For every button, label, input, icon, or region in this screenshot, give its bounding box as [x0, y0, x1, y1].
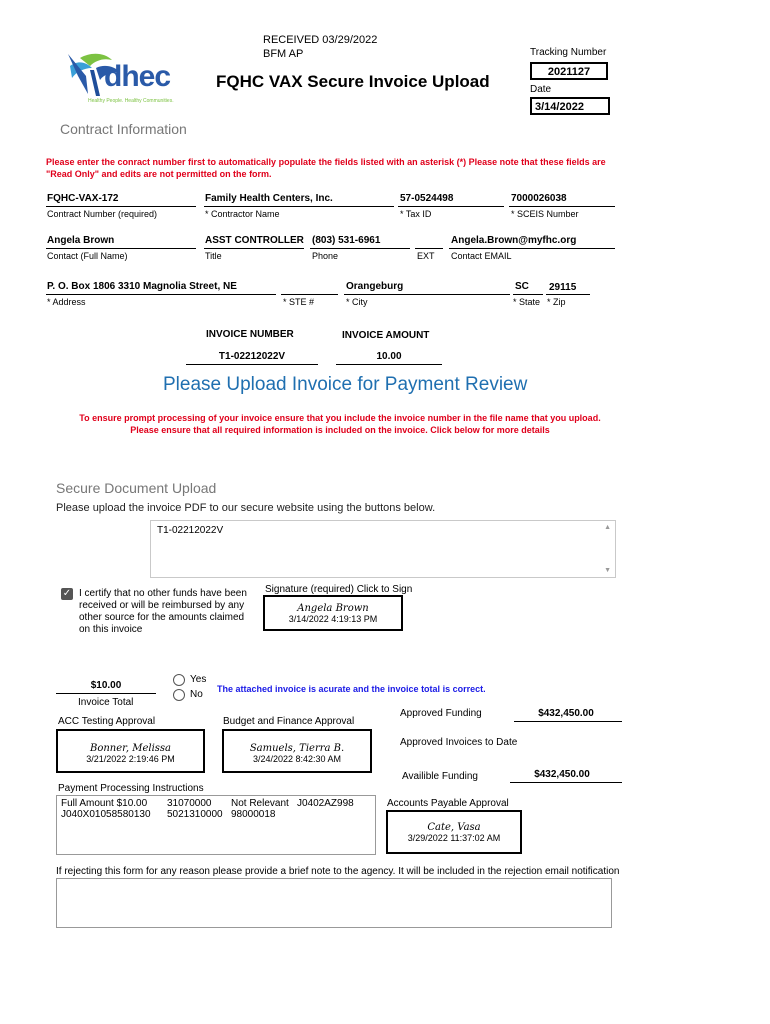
invoice-amount-value[interactable]: 10.00 — [376, 351, 402, 362]
logo-text: dhec — [104, 60, 171, 93]
contract-instructions: Please enter the conract number first to automatically populate the fields listed with an asterisk (*) Please note that these fields are "Read Only" and edits are not permitted on the form. — [46, 157, 606, 179]
budget-approval-label: Budget and Finance Approval — [223, 716, 355, 727]
scroll-down-icon[interactable]: ▼ — [604, 567, 611, 574]
contract-section-title: Contract Information — [60, 121, 187, 137]
stamp-line-1: RECEIVED 03/29/2022 — [263, 34, 378, 46]
uploaded-files-box[interactable] — [150, 520, 616, 578]
payment-r2-c2: 5021310000 — [167, 809, 223, 820]
signature-label: Signature (required) Click to Sign — [265, 584, 413, 595]
contractor-name-value: Family Health Centers, Inc. — [205, 193, 333, 204]
budget-approval-name: Samuels, Tierra B. — [249, 743, 345, 754]
logo-tagline: Healthy People. Healthy Communities. — [88, 98, 174, 104]
yes-radio[interactable] — [173, 674, 185, 686]
title-label: Title — [205, 251, 222, 261]
upload-note — [40, 412, 640, 436]
secure-upload-title: Secure Document Upload — [56, 480, 217, 496]
payment-r1-c3: Not Relevant — [231, 798, 289, 809]
sceis-number-value: 7000026038 — [511, 193, 567, 204]
invoice-total-value[interactable]: $10.00 — [90, 680, 122, 691]
date-field: 3/14/2022 — [530, 97, 610, 115]
budget-approval-box[interactable] — [222, 729, 372, 773]
upload-note-line-2: Please ensure that all required information is included on the invoice. Click below for more details — [130, 425, 550, 435]
payment-r1-c4: J0402AZ998 — [297, 798, 354, 809]
invoice-number-label: INVOICE NUMBER — [206, 329, 294, 340]
date-label: Date — [530, 84, 552, 95]
phone-label: Phone — [312, 251, 339, 261]
reject-note-field[interactable] — [56, 878, 612, 928]
ap-approval-label: Accounts Payable Approval — [387, 798, 509, 809]
contractor-name-label: * Contractor Name — [205, 209, 280, 219]
contact-name-label: Contact (Full Name) — [47, 251, 128, 261]
payment-instructions-field[interactable] — [56, 795, 376, 855]
payment-r2-c3: 98000018 — [231, 809, 276, 820]
zip-value: 29115 — [549, 282, 577, 293]
title-value[interactable]: ASST CONTROLLER — [205, 235, 304, 246]
contact-name-value[interactable]: Angela Brown — [47, 235, 115, 246]
zip-label: * Zip — [547, 297, 566, 307]
acc-approval-box[interactable] — [56, 729, 205, 773]
invoice-total-label: Invoice Total — [78, 697, 134, 708]
tax-id-label: * Tax ID — [400, 209, 432, 219]
scroll-up-icon[interactable]: ▲ — [604, 524, 611, 531]
approved-funding-label: Approved Funding — [400, 708, 482, 719]
secure-upload-instructions: Please upload the invoice PDF to our secure website using the buttons below. — [56, 502, 436, 514]
budget-approval-time: 3/24/2022 8:42:30 AM — [252, 754, 342, 764]
city-label: * City — [346, 297, 368, 307]
email-value[interactable]: Angela.Brown@myfhc.org — [451, 235, 577, 246]
address-label: * Address — [47, 297, 86, 307]
acc-approval-label: ACC Testing Approval — [58, 716, 156, 727]
dhec-logo — [60, 46, 200, 110]
available-funding-value: $432,450.00 — [534, 769, 590, 780]
ext-label: EXT — [417, 251, 435, 261]
ap-approval-box[interactable] — [386, 810, 522, 854]
sceis-number-label: * SCEIS Number — [511, 209, 579, 219]
available-funding-label: Availible Funding — [402, 771, 478, 782]
state-label: * State — [513, 297, 541, 307]
upload-note-line-1: To ensure prompt processing of your invoice ensure that you include the invoice number in the file name that you upload. — [79, 413, 601, 423]
payment-r1-c2: 31070000 — [167, 798, 212, 809]
payment-instructions-label: Payment Processing Instructions — [58, 783, 204, 794]
invoice-number-value[interactable]: T1-02212022V — [218, 351, 286, 362]
signature-time: 3/14/2022 4:19:13 PM — [288, 614, 378, 624]
tracking-label: Tracking Number — [530, 47, 607, 58]
no-radio[interactable] — [173, 689, 185, 701]
payment-r1-c1: Full Amount $10.00 — [61, 798, 148, 809]
ap-approval-name: Cate, Vasa — [427, 822, 481, 833]
tax-id-value: 57-0524498 — [400, 193, 454, 204]
city-value: Orangeburg — [346, 281, 404, 292]
ap-approval-time: 3/29/2022 11:37:02 AM — [407, 833, 501, 843]
tracking-number-field: 2021127 — [530, 62, 608, 80]
no-label: No — [190, 689, 203, 700]
received-stamp — [263, 33, 377, 61]
ste-label: * STE # — [283, 297, 315, 307]
phone-value[interactable]: (803) 531-6961 — [312, 235, 381, 246]
page-title: FQHC VAX Secure Invoice Upload — [216, 72, 490, 91]
contract-number-label: Contract Number (required) — [47, 209, 158, 219]
payment-r2-c1: J040X01058580130 — [61, 809, 151, 820]
upload-heading: Please Upload Invoice for Payment Review — [163, 374, 528, 395]
address-value: P. O. Box 1806 3310 Magnolia Street, NE — [47, 281, 237, 292]
stamp-line-2: BFM AP — [263, 48, 304, 60]
approved-invoices-label: Approved Invoices to Date — [400, 737, 518, 748]
certify-checkbox[interactable]: ✓ — [62, 588, 72, 599]
yes-label: Yes — [190, 674, 207, 685]
acc-approval-name: Bonner, Melissa — [90, 743, 171, 754]
uploaded-file-name[interactable]: T1-02212022V — [157, 525, 224, 536]
signature-box[interactable] — [263, 595, 403, 631]
approved-funding-value: $432,450.00 — [538, 708, 594, 719]
invoice-amount-label: INVOICE AMOUNT — [342, 330, 430, 341]
state-value: SC — [515, 281, 529, 292]
contract-number-value[interactable]: FQHC-VAX-172 — [47, 193, 119, 204]
certify-text: I certify that no other funds have been received or will be reimbursed by any other source for the amounts claimed on this invoice — [79, 588, 247, 635]
signature-name: Angela Brown — [297, 603, 369, 614]
acc-approval-time: 3/21/2022 2:19:46 PM — [86, 754, 175, 764]
reject-note-label: If rejecting this form for any reason please provide a brief note to the agency. It will be included in the rejection email notification — [56, 866, 620, 877]
email-label: Contact EMAIL — [451, 251, 512, 261]
invoice-accurate-statement: The attached invoice is acurate and the invoice total is correct. — [217, 684, 486, 694]
